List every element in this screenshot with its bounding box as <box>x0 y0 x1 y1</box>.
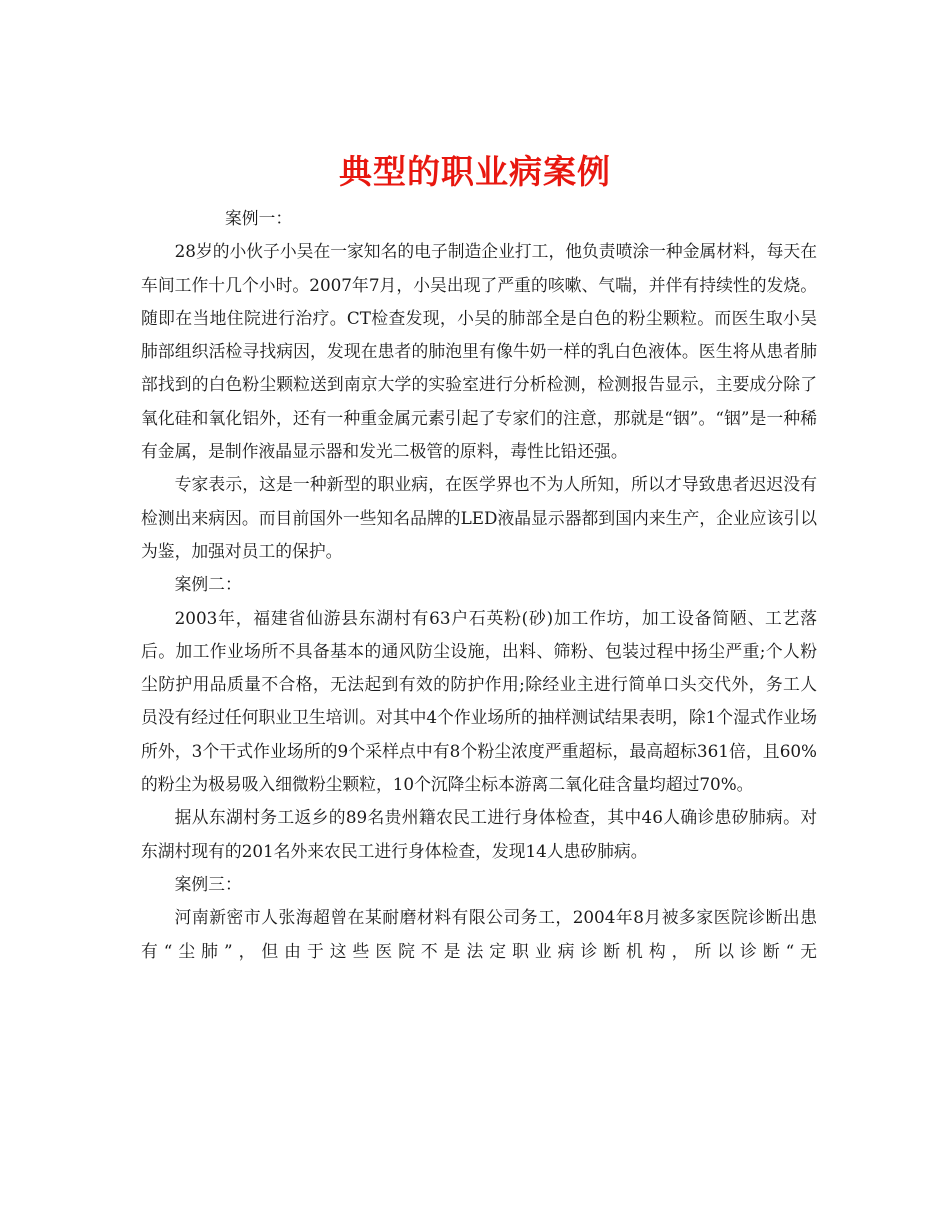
case-one-heading: 案例一： <box>225 208 293 228</box>
case-one-paragraph: 28岁的小伙子小吴在一家知名的电子制造企业打工，他负责喷涂一种金属材料，每天在车间工作十几个小时。2007年7月，小吴出现了严重的咳嗽、气喘，并伴有持续性的发烧。随即在当地住院进行治疗。CT检查发现，小吴的肺部全是白色的粉尘颗粒。而医生取小吴肺部组织活检寻找病因，发现在患者的肺泡里有像牛奶一样的乳白色液体。医生将从患者肺部找到的白色粉尘颗粒送到南京大学的实验室进行分析检测，检测报告显示，主要成分除了氧化硅和氧化铝外，还有一种重金属元素引起了专家们的注意，那就是“铟”。“铟”是一种稀有金属，是制作液晶显示器和发光二极管的原料，毒性比铅还强。 <box>141 241 817 462</box>
case-two-checkup-paragraph: 据从东湖村务工返乡的89名贵州籍农民工进行身体检查，其中46人确诊患矽肺病。对东湖村现有的201名外来农民工进行身体检查，发现14人患矽肺病。 <box>141 807 817 861</box>
case-two-heading: 案例二： <box>174 574 242 595</box>
document-body <box>141 202 817 968</box>
case-two-paragraph: 2003年，福建省仙游县东湖村有63户石英粉(砂)加工作坊，加工设备简陋、工艺落后。加工作业场所不具备基本的通风防尘设施，出料、筛粉、包装过程中扬尘严重;个人粉尘防护用品质量不合格，无法起到有效的防护作用;除经业主进行简单口头交代外，务工人员没有经过任何职业卫生培训。对其中4个作业场所的抽样测试结果表明，除1个湿式作业场所外，3个干式作业场所的9个采样点中有8个粉尘浓度严重超标，最高超标361倍，且60%的粉尘为极易吸入细微粉尘颗粒，10个沉降尘标本游离二氧化硅含量均超过70%。 <box>141 607 817 795</box>
case-one-expert-paragraph: 专家表示，这是一种新型的职业病，在医学界也不为人所知，所以才导致患者迟迟没有检测出来病因。而目前国外一些知名品牌的LED液晶显示器都到国内来生产，企业应该引以为鉴，加强对员工的保护。 <box>141 474 817 561</box>
case-three-heading: 案例三： <box>174 873 242 894</box>
document-title: 典型的职业病案例 <box>339 152 611 192</box>
case-three-paragraph: 河南新密市人张海超曾在某耐磨材料有限公司务工，2004年8月被多家医院诊断出患有“尘肺”，但由于这些医院不是法定职业病诊断机构，所以诊断“无 <box>141 907 817 961</box>
